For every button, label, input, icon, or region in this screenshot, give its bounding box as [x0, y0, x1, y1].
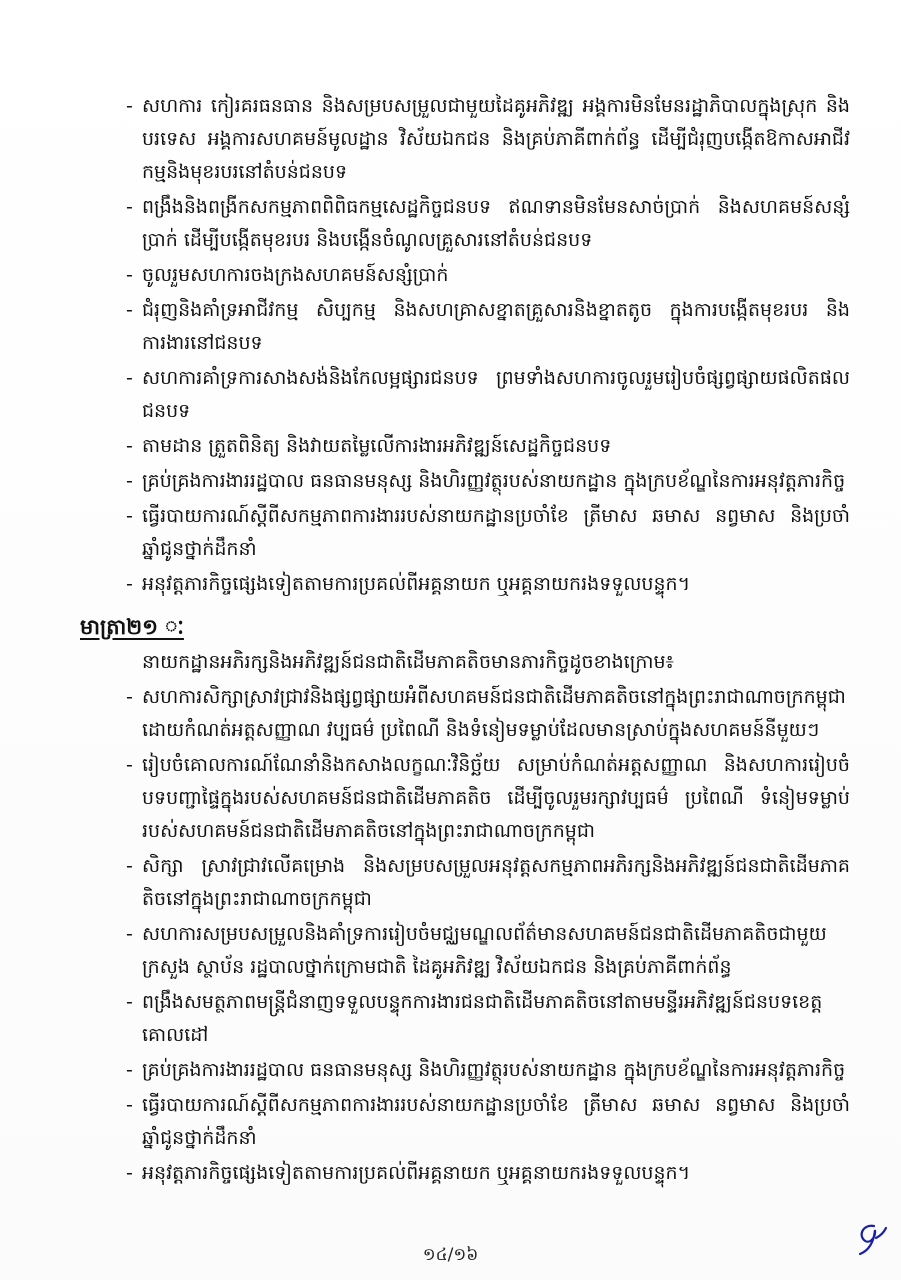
bullet-dash: -: [126, 1094, 133, 1116]
list-item: [80, 681, 850, 747]
bullet-dash: -: [126, 367, 133, 389]
list-item: [80, 568, 850, 601]
list-item-text: សិក្សា ស្រាវជ្រាវលើគម្រោង និងសម្របសម្រួលអនុវត្តសកម្មភាពអភិរក្សនិងអភិវឌ្ឍន៍ជនជាតិដើមភាគតិចនៅក្នុងព្រះរាជាណាចក្រកម្ពុជា: [142, 855, 850, 910]
list-item-text: ពង្រឹងសមត្ថភាពមន្ត្រីជំនាញទទួលបន្ទុកការងារជនជាតិដើមភាគតិចនៅតាមមន្ទីរអភិវឌ្ឍន៍ជនបទខេត្តគោលដៅ: [142, 991, 823, 1046]
bullet-dash: -: [126, 855, 133, 877]
list-item: [80, 259, 850, 292]
list-item: [80, 1157, 850, 1190]
list-item-text: គ្រប់គ្រងការងាររដ្ឋបាល ធនធានមនុស្ស និងហិរញ្ញវត្ថុរបស់នាយកដ្ឋាន ក្នុងក្របខ័ណ្ឌនៃការអនុវត្តភារកិច្ច: [142, 1059, 846, 1081]
list-item: [80, 362, 850, 428]
list-item: [80, 430, 850, 463]
list-item: [80, 749, 850, 848]
document-body: [80, 90, 850, 1192]
list-item-text: សហការ កៀរគរធនធាន និងសម្របសម្រួលជាមួយដៃគូអភិវឌ្ឍ អង្គការមិនមែនរដ្ឋាភិបាលក្នុងស្រុក និងបរទេស អង្គការសហគមន៍មូលដ្ឋាន វិស័យឯកជន និងគ្រប់ភាគីពាក់ព័ន្ធ ដើម្បីជំរុញបង្កើតឱកាសអាជីវកម្មនិងមុខរបរនៅតំបន់ជនបទ: [142, 95, 850, 183]
list-item: [80, 1089, 850, 1155]
bullet-dash: -: [126, 299, 133, 321]
list-item-text: សហការសម្របសម្រួលនិងគាំទ្រការរៀបចំមជ្ឈមណ្ឌលព័ត៌មានសហគមន៍ជនជាតិដើមភាគតិចជាមួយក្រសួង ស្ថាប័ន រដ្ឋបាលថ្នាក់ក្រោមជាតិ ដៃគូអភិវឌ្ឍ វិស័យឯកជន និងគ្រប់ភាគីពាក់ព័ន្ធ: [142, 923, 827, 978]
bullet-dash: -: [126, 1059, 133, 1081]
bullet-dash: -: [126, 991, 133, 1013]
bullet-dash: -: [126, 95, 133, 117]
list-item-text: សហការសិក្សាស្រាវជ្រាវនិងផ្សព្វផ្សាយអំពីសហគមន៍ជនជាតិដើមភាគតិចនៅក្នុងព្រះរាជាណាចក្រកម្ពុជា ដោយកំណត់អត្តសញ្ញាណ វប្បធម៌ ប្រពៃណី និងទំនៀមទម្លាប់ដែលមានស្រាប់ក្នុងសហគមន៍នីមួយៗ: [142, 686, 846, 741]
article-intro: នាយកដ្ឋានអភិរក្សនិងអភិវឌ្ឍន៍ជនជាតិដើមភាគតិចមានភារកិច្ចដូចខាងក្រោម៖: [142, 651, 674, 673]
list-item-text: ជំរុញនិងគាំទ្រអាជីវកម្ម សិប្បកម្ម និងសហគ្រាសខ្នាតគ្រួសារនិងខ្នាតតូច ក្នុងការបង្កើតមុខរបរ និងការងារនៅជនបទ: [142, 299, 850, 354]
bullet-dash: -: [126, 923, 133, 945]
list-item: [80, 465, 850, 498]
list-item-text: ពង្រឹងនិងពង្រីកសកម្មភាពពិពិធកម្មសេដ្ឋកិច្ចជនបទ ឥណទានមិនមែនសាច់ប្រាក់ និងសហគមន៍សន្សំប្រាក់ ដើម្បីបង្កើតមុខរបរ និងបង្កើនចំណូលគ្រួសារនៅតំបន់ជនបទ: [142, 196, 850, 251]
handwritten-initial-icon: [852, 1218, 888, 1258]
list-item-text: អនុវត្តភារកិច្ចផ្សេងទៀតតាមការប្រគល់ពីអគ្គនាយក ឬអគ្គនាយករងទទួលបន្ទុក។: [142, 573, 691, 595]
list-item: [80, 1054, 850, 1087]
list-item: [80, 918, 850, 984]
page-number: ១៤/១៦: [422, 1245, 479, 1265]
article-list: [80, 681, 850, 1190]
list-item: [80, 986, 850, 1052]
bullet-dash: -: [126, 505, 133, 527]
bullet-dash: -: [126, 754, 133, 776]
bullet-dash: -: [126, 264, 133, 286]
list-item-text: អនុវត្តភារកិច្ចផ្សេងទៀតតាមការប្រគល់ពីអគ្គនាយក ឬអគ្គនាយករងទទួលបន្ទុក។: [142, 1162, 691, 1184]
list-item-text: គ្រប់គ្រងការងាររដ្ឋបាល ធនធានមនុស្ស និងហិរញ្ញវត្ថុរបស់នាយកដ្ឋាន ក្នុងក្របខ័ណ្ឌនៃការអនុវត្តភារកិច្ច: [142, 470, 846, 492]
list-item-text: ធ្វើរបាយការណ៍ស្តីពីសកម្មភាពការងាររបស់នាយកដ្ឋានប្រចាំខែ ត្រីមាស ឆមាស នព្វមាស និងប្រចាំឆ្នាំជូនថ្នាក់ដឹកនាំ: [142, 505, 850, 560]
list-item: [80, 294, 850, 360]
bullet-dash: -: [126, 470, 133, 492]
list-item-text: ចូលរួមសហការចងក្រងសហគមន៍សន្សំប្រាក់: [142, 264, 449, 286]
list-item-text: រៀបចំគោលការណ៍ណែនាំនិងកសាងលក្ខណៈវិនិច្ឆ័យ សម្រាប់កំណត់អត្តសញ្ញាណ និងសហការរៀបចំបទបញ្ជាផ្ទៃក្នុងរបស់សហគមន៍ជនជាតិដើមភាគតិច ដើម្បីចូលរួមរក្សាវប្បធម៌ ប្រពៃណី ទំនៀមទម្លាប់របស់សហគមន៍ជនជាតិដើមភាគតិចនៅក្នុងព្រះរាជាណាចក្រកម្ពុជា: [142, 754, 850, 842]
section-one-list: [80, 90, 850, 601]
bullet-dash: -: [126, 435, 133, 457]
bullet-dash: -: [126, 1162, 133, 1184]
bullet-dash: -: [126, 573, 133, 595]
list-item-text: ធ្វើរបាយការណ៍ស្តីពីសកម្មភាពការងាររបស់នាយកដ្ឋានប្រចាំខែ ត្រីមាស ឆមាស នព្វមាស និងប្រចាំឆ្នាំជូនថ្នាក់ដឹកនាំ: [142, 1094, 850, 1149]
list-item: [80, 191, 850, 257]
bullet-dash: -: [126, 686, 133, 708]
list-item-text: សហការគាំទ្រការសាងសង់និងកែលម្អផ្សារជនបទ ព្រមទាំងសហការចូលរួមរៀបចំផ្សព្វផ្សាយផលិតផលជនបទ: [142, 367, 850, 422]
list-item: [80, 90, 850, 189]
article-heading: មាត្រា២១ ៈ: [80, 615, 184, 639]
list-item-text: តាមដាន ត្រួតពិនិត្យ និងវាយតម្លៃលើការងារអភិវឌ្ឍន៍សេដ្ឋកិច្ចជនបទ: [142, 435, 612, 457]
bullet-dash: -: [126, 196, 133, 218]
list-item: [80, 500, 850, 566]
list-item: [80, 850, 850, 916]
